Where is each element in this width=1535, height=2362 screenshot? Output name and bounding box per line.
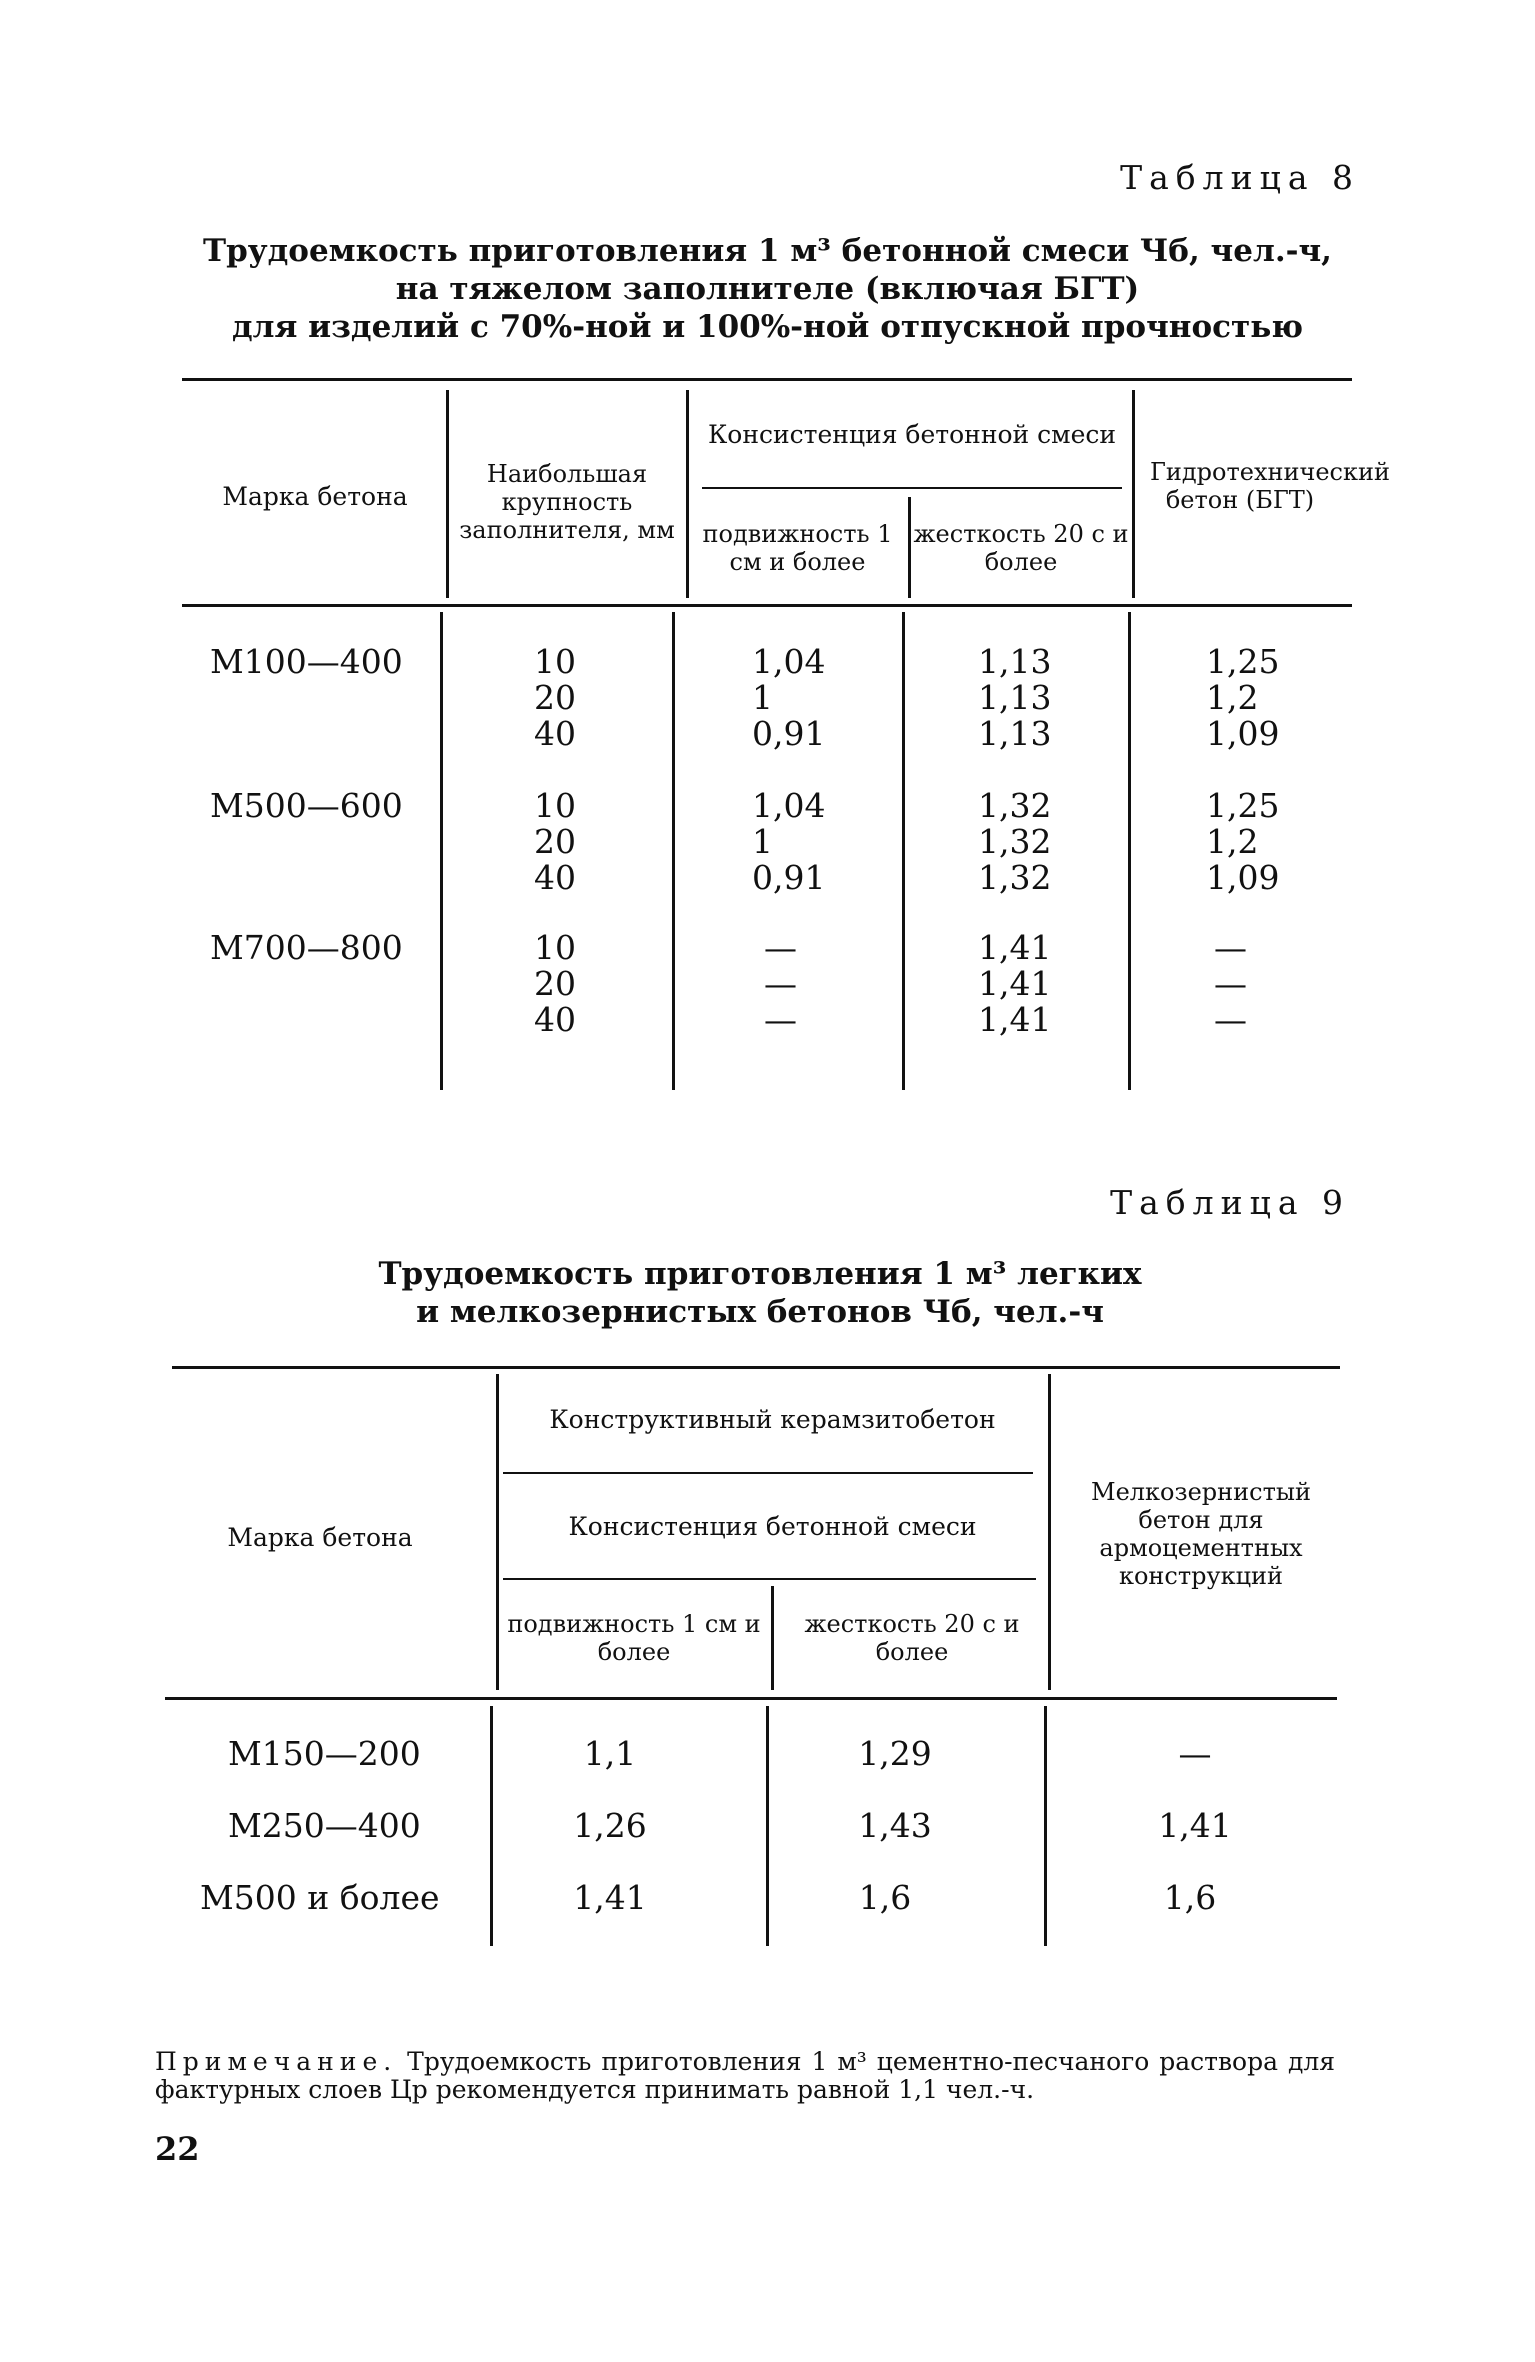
table8-stiffness <box>978 930 1078 1038</box>
table9-header-fine: Мелкозернистый бетон для армоцементных конструкций <box>1091 1478 1311 1590</box>
table9-header-mobility: подвижность 1 см и более <box>507 1610 761 1666</box>
table8-hydro-value: — <box>1214 928 1247 967</box>
table8-hydro <box>1214 930 1314 1038</box>
footnote-label: Примечание. <box>155 2047 398 2076</box>
table8-vline <box>902 612 905 1090</box>
table9-header-mark: Марка бетона <box>227 1523 413 1552</box>
footnote <box>155 2048 1335 2104</box>
table8-size-value: 40 <box>534 714 576 753</box>
table8-hydro-value: 1,09 <box>1206 714 1280 753</box>
table8-mobility-value: 1 <box>752 822 773 861</box>
table8-mobility-value: 1,04 <box>752 786 826 825</box>
table8-title-line: на тяжелом заполнителе (включая БГТ) <box>395 271 1140 307</box>
table8-header-mark: Марка бетона <box>222 482 408 511</box>
table8-hydro-value: 1,2 <box>1206 822 1259 861</box>
table9-fine: — <box>1178 1734 1212 1773</box>
table9-header-structural: Конструктивный керамзитобетон <box>549 1405 996 1434</box>
table8-mobility-value: — <box>764 964 797 1003</box>
table8-size-value: 20 <box>534 822 576 861</box>
table8-size-value: 20 <box>534 678 576 717</box>
table9-header-rule <box>165 1697 1337 1700</box>
table9-structural-rule <box>503 1472 1033 1474</box>
table9-title-line: Трудоемкость приготовления 1 м³ легких <box>378 1256 1142 1292</box>
table8-stiffness-value: 1,32 <box>978 822 1052 861</box>
table8-stiffness-value: 1,32 <box>978 858 1052 897</box>
table8-hydro-value: 1,25 <box>1206 786 1280 825</box>
table9-header-stiffness: жесткость 20 с и более <box>804 1610 1020 1666</box>
table8-title-line: для изделий с 70%-ной и 100%-ной отпускной прочностью <box>231 309 1304 345</box>
table9-title <box>300 1255 1220 1331</box>
table9-vline <box>490 1706 493 1946</box>
table8-header-mobility: подвижность 1 см и более <box>702 520 893 576</box>
table8-stiffness-value: 1,32 <box>978 786 1052 825</box>
table9-fine: 1,41 <box>1158 1806 1232 1845</box>
page-number: 22 <box>155 2130 200 2168</box>
table8-size-value: 10 <box>534 642 576 681</box>
table8-hydro-value: 1,25 <box>1206 642 1280 681</box>
table8-size-value: 10 <box>534 786 576 825</box>
table9-title-line: и мелкозернистых бетонов Чб, чел.-ч <box>416 1294 1104 1330</box>
table8-stiffness-value: 1,13 <box>978 642 1052 681</box>
table8-size-value: 40 <box>534 858 576 897</box>
table8-vline <box>672 612 675 1090</box>
table8-stiffness-value: 1,13 <box>978 714 1052 753</box>
table8-hydro-value: 1,09 <box>1206 858 1280 897</box>
table8-vline <box>908 497 911 598</box>
table8-hydro-value: — <box>1214 1000 1247 1039</box>
table8-header-aggregate: Наибольшая крупность заполнителя, мм <box>459 460 675 544</box>
table8-stiffness-value: 1,41 <box>978 928 1052 967</box>
table9-vline <box>771 1586 774 1690</box>
table9-stiffness: 1,43 <box>858 1806 932 1845</box>
table8-mobility <box>752 788 852 896</box>
table9-mobility: 1,41 <box>573 1878 647 1917</box>
table8-mobility <box>764 930 864 1038</box>
table8-mobility-value: 0,91 <box>752 858 826 897</box>
table8-mobility-value: 1,04 <box>752 642 826 681</box>
table9-caption: Таблица 9 <box>1110 1183 1350 1222</box>
table8-size-value: 40 <box>534 1000 576 1039</box>
table8-title <box>180 232 1355 346</box>
table9-fine: 1,6 <box>1163 1878 1217 1917</box>
table8-header-stiffness: жесткость 20 с и более <box>913 520 1129 576</box>
table8-vline <box>440 612 443 1090</box>
table8-size-value: 10 <box>534 928 576 967</box>
table8-mark: М700—800 <box>210 928 403 967</box>
table9-mark: М250—400 <box>228 1806 421 1845</box>
table8-stiffness-value: 1,41 <box>978 1000 1052 1039</box>
footnote-text: Трудоемкость приготовления 1 м³ цементно-песчаного раствора для фактурных слоев Цр рекомендуется принимать равной 1,1 чел.-ч. <box>155 2047 1335 2104</box>
table9-header-consistency: Консистенция бетонной смеси <box>568 1512 977 1541</box>
table9-mark: М500 и более <box>200 1878 440 1917</box>
table9-mobility: 1,26 <box>573 1806 647 1845</box>
table8-mark: М100—400 <box>210 642 403 681</box>
table9-vline <box>766 1706 769 1946</box>
table8-mobility-value: 0,91 <box>752 714 826 753</box>
table9-vline <box>496 1374 499 1690</box>
table8-hydro <box>1206 788 1306 896</box>
table9-stiffness: 1,6 <box>858 1878 912 1917</box>
table9-mobility: 1,1 <box>583 1734 637 1773</box>
table8-hydro-value: — <box>1214 964 1247 1003</box>
table9-stiffness: 1,29 <box>858 1734 932 1773</box>
table8-stiffness <box>978 788 1078 896</box>
table8-hydro <box>1206 644 1306 752</box>
table8-stiffness-value: 1,41 <box>978 964 1052 1003</box>
table8-mobility <box>752 644 852 752</box>
table8-mobility-value: — <box>764 928 797 967</box>
table9-vline <box>1048 1374 1051 1690</box>
table9-top-rule <box>172 1366 1340 1369</box>
table8-vline <box>686 390 689 598</box>
table8-caption: Таблица 8 <box>1120 158 1360 197</box>
table8-vline <box>1128 612 1131 1090</box>
table8-top-rule <box>182 378 1352 381</box>
table8-stiffness-value: 1,13 <box>978 678 1052 717</box>
table8-consistency-rule <box>702 487 1122 489</box>
table8-hydro-value: 1,2 <box>1206 678 1259 717</box>
table9-vline <box>1044 1706 1047 1946</box>
table8-vline <box>1132 390 1135 598</box>
table9-consistency-rule <box>503 1578 1036 1580</box>
table8-size <box>534 788 594 896</box>
table8-vline <box>446 390 449 598</box>
table8-title-line: Трудоемкость приготовления 1 м³ бетонной смеси Чб, чел.-ч, <box>203 233 1332 269</box>
table8-mobility-value: — <box>764 1000 797 1039</box>
table8-header-hydro: Гидротехнический бетон (БГТ) <box>1150 458 1390 514</box>
table8-mark: М500—600 <box>210 786 403 825</box>
table8-header-rule <box>182 604 1352 607</box>
table8-size <box>534 930 594 1038</box>
table8-size <box>534 644 594 752</box>
table8-header-consistency: Консистенция бетонной смеси <box>707 420 1117 449</box>
table9-mark: М150—200 <box>228 1734 421 1773</box>
table8-mobility-value: 1 <box>752 678 773 717</box>
table8-stiffness <box>978 644 1078 752</box>
table8-size-value: 20 <box>534 964 576 1003</box>
